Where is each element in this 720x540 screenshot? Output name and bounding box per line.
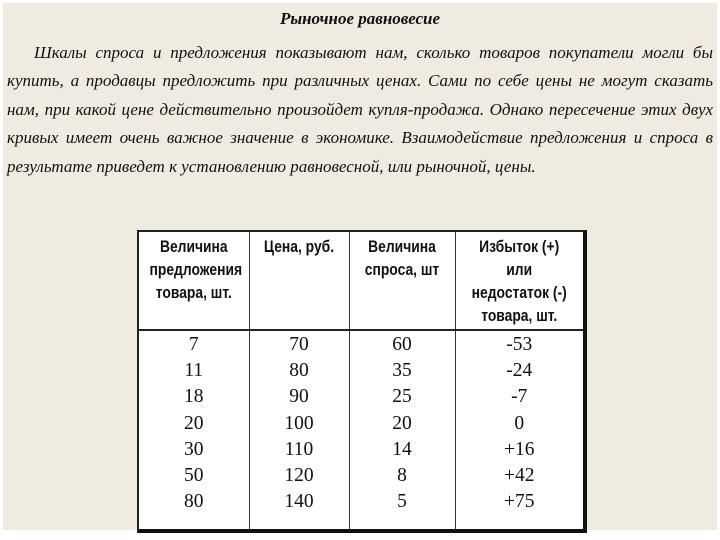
table-cell: 50 bbox=[184, 465, 204, 487]
supply-quantity-column bbox=[139, 330, 249, 529]
table-cell: 60 bbox=[392, 334, 412, 355]
table-cell: 80 bbox=[289, 360, 309, 382]
price-column bbox=[249, 330, 349, 529]
table-cell: +16 bbox=[504, 438, 535, 460]
table-cell: 20 bbox=[392, 412, 412, 434]
table-cell: 20 bbox=[184, 412, 204, 434]
header-demand-quantity: Величина спроса, шт bbox=[357, 232, 446, 330]
header-price: Цена, руб. bbox=[257, 232, 341, 330]
table-cell: 100 bbox=[284, 412, 314, 434]
header-surplus-shortage: Избыток (+) или недостаток (-) товара, шт. bbox=[465, 232, 573, 330]
table-cell: 70 bbox=[289, 334, 309, 355]
header-supply-quantity: Величина предложения товара, шт. bbox=[148, 232, 240, 330]
table-cell: 35 bbox=[392, 360, 412, 382]
table-cell: 30 bbox=[184, 438, 204, 460]
slide bbox=[3, 3, 717, 530]
table-cell: +75 bbox=[504, 491, 535, 513]
table-cell: -24 bbox=[506, 360, 533, 382]
table-cell: 18 bbox=[184, 386, 204, 408]
table-cell: -7 bbox=[511, 386, 528, 408]
equilibrium-table bbox=[137, 230, 587, 533]
table-cell: +42 bbox=[504, 465, 535, 487]
market-table bbox=[139, 232, 583, 529]
table-header-row bbox=[139, 232, 583, 330]
demand-quantity-column bbox=[349, 330, 455, 529]
table-cell: 11 bbox=[184, 360, 204, 382]
table-cell: 7 bbox=[188, 334, 199, 355]
table-cell: 80 bbox=[184, 491, 204, 513]
table-cell: -53 bbox=[506, 334, 533, 355]
table-cell: 25 bbox=[392, 386, 412, 408]
table-cell: 5 bbox=[397, 491, 407, 513]
table-cell: 140 bbox=[284, 491, 314, 513]
table-cell: 14 bbox=[392, 438, 412, 460]
slide-title: Рыночное равновесие bbox=[279, 9, 441, 28]
table-row bbox=[139, 330, 583, 529]
surplus-shortage-column bbox=[455, 330, 583, 529]
table-cell: 90 bbox=[289, 386, 309, 408]
table-cell: 0 bbox=[514, 412, 525, 434]
table-cell: 110 bbox=[284, 438, 314, 460]
body-paragraph: Шкалы спроса и предложения показывают нам, сколько товаров покупатели могли бы купить, а продавцы предложить при различных ценах. Сами по себе цены не могут сказать нам, при какой цене действительно произойдет купля-продажа. Однако пересечение этих двух кривых имеет очень важное значение в экономике. Взаимодействие предложения и спроса в результате приведет к установлению равновесной, или рыночной, цены. bbox=[7, 43, 713, 176]
table-cell: 8 bbox=[397, 465, 407, 487]
table-cell: 120 bbox=[284, 465, 314, 487]
